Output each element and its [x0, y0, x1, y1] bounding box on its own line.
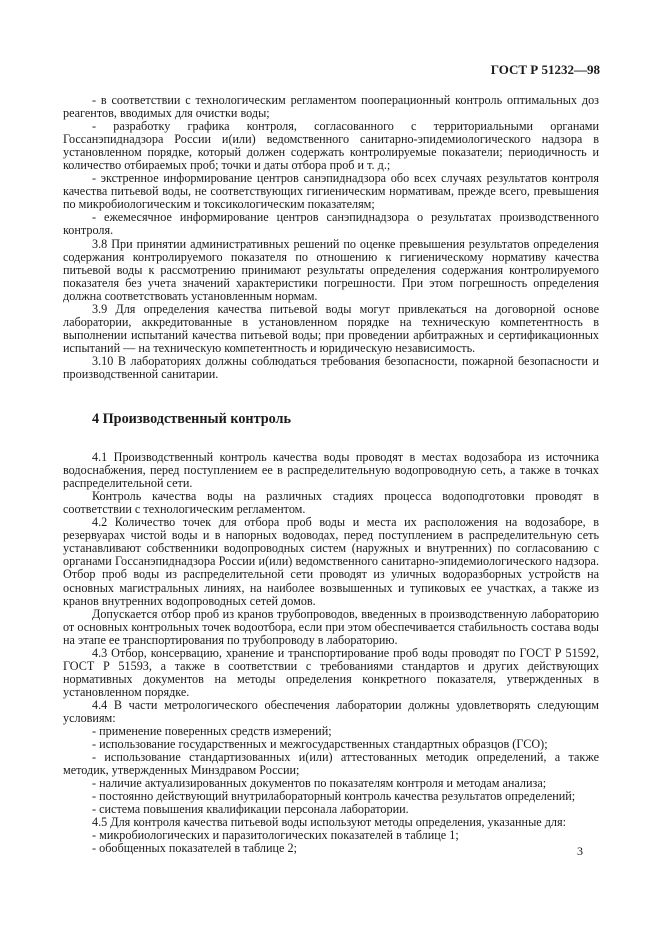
paragraph-3-8: 3.8 При принятии административных решений по оценке превышения результатов определения содержания контролируемого показателя по отношению к гигиеническому нормативу качества питьевой воды к рассмотрению принимают результаты определения содержания контролируемого показателя без учета значений характеристики погрешности. При этом погрешность определения должна соответствовать установленным нормам. — [63, 236, 599, 303]
list-item: - применение поверенных средств измерений; — [92, 724, 332, 739]
paragraph-4-5: 4.5 Для контроля качества питьевой воды используют методы определения, указанные для: — [92, 815, 566, 830]
paragraph: - экстренное информирование центров санэпиднадзора обо всех случаях результатов контроля качества питьевой воды, не соответствующих гигиеническим нормативам, прежде всего, превышения по микробиологическим и токсикологическим показателям; — [63, 171, 599, 212]
list-item: - обобщенных показателей в таблице 2; — [92, 841, 297, 856]
document-body — [63, 94, 599, 855]
document-header: ГОСТ Р 51232—98 — [490, 62, 600, 77]
list-item: - использование государственных и межгосударственных стандартных образцов (ГСО); — [92, 737, 548, 752]
paragraph: - ежемесячное информирование центров санэпиднадзора о результатах производственного контроля. — [63, 210, 599, 238]
paragraph-3-10: 3.10 В лабораториях должны соблюдаться требования безопасности, пожарной безопасности и производственной санитарии. — [63, 353, 599, 381]
list-item: - микробиологических и паразитологических показателей в таблице 1; — [92, 828, 459, 843]
paragraph: Контроль качества воды на различных стадиях процесса водоподготовки проводят в соответствии с технологическим регламентом. — [63, 489, 599, 517]
paragraph-4-4: 4.4 В части метрологического обеспечения лаборатории должны удовлетворять следующим условиям: — [63, 697, 599, 725]
paragraph: Допускается отбор проб из кранов трубопроводов, введенных в производственную лабораторию от основных контрольных точек водоотбора, если при этом обеспечивается стабильность состава воды на этапе ее транспортирования по трубопроводу в лабораторию. — [63, 606, 599, 647]
list-item: - система повышения квалификации персонала лаборатории. — [92, 802, 409, 817]
section-heading: 4 Производственный контроль — [92, 411, 291, 428]
paragraph: - в соответствии с технологическим регламентом пооперационный контроль оптимальных доз реагентов, вводимых для очистки воды; — [63, 93, 599, 121]
paragraph-4-2: 4.2 Количество точек для отбора проб воды и места их расположения на водозаборе, в резервуарах чистой воды и в напорных водоводах, перед поступлением в распределительную сеть устанавливают собственники водопроводных систем (наружных и внутренних) по согласованию с органами Госсанэпиднадзора России и(или) ведомственного санитарно-эпидемиологического надзора. Отбор проб воды из распределительной сети проводят из уличных водоразборных устройств на основных магистральных линиях, на наиболее возвышенных и тупиковых ее участках, а также из кранов внутренних водопроводных сетей домов. — [63, 515, 599, 608]
paragraph-3-9: 3.9 Для определения качества питьевой воды могут привлекаться на договорной основе лаборатории, аккредитованные в установленном порядке на техническую компетентность в выполнении испытаний качества питьевой воды; при проведении арбитражных и сертификационных испытаний — на техническую компетентность и юридическую независимость. — [63, 301, 599, 355]
page-number: 3 — [577, 844, 583, 858]
paragraph-4-3: 4.3 Отбор, консервацию, хранение и транспортирование проб воды проводят по ГОСТ Р 51592, ГОСТ Р 51593, а также в соответствии с требованиями стандартов и других действующих нормативных документов на методы определения конкретного показателя, утвержденных в установленном порядке. — [63, 645, 599, 699]
list-item: - использование стандартизованных и(или) аттестованных методик определений, а также методик, утвержденных Минздравом России; — [63, 750, 599, 778]
list-item: - постоянно действующий внутрилабораторный контроль качества результатов определений; — [92, 789, 576, 804]
list-item: - наличие актуализированных документов по показателям контроля и методам анализа; — [92, 776, 547, 791]
paragraph: - разработку графика контроля, согласованного с территориальными органами Госсанэпиднадзора России и(или) ведомственного санитарно-эпидемиологического надзора в установленном порядке, который должен содержать контролируемые показатели; периодичность и количество отбираемых проб; точки и даты отбора проб и т. д.; — [63, 119, 599, 173]
paragraph-4-1: 4.1 Производственный контроль качества воды проводят в местах водозабора из источника водоснабжения, перед поступлением ее в распределительную водопроводную сеть, а также в точках распределительной сети. — [63, 450, 599, 491]
